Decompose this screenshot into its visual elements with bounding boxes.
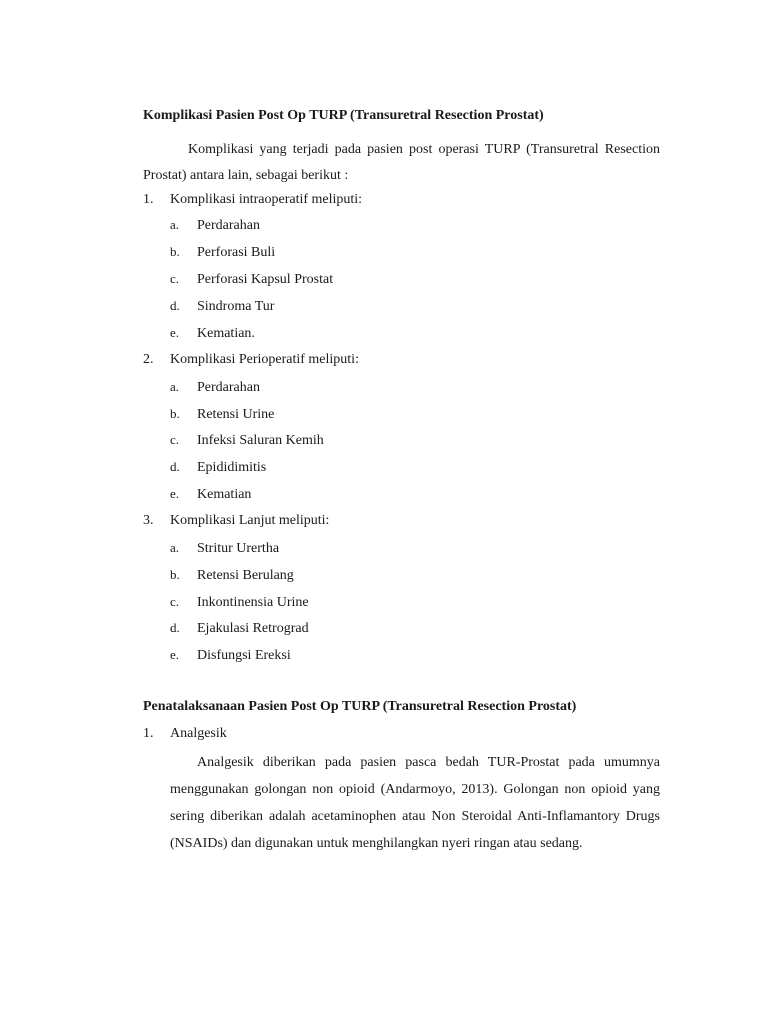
sub-list-letter: a. <box>170 379 180 394</box>
list-item-group-3 <box>143 511 329 531</box>
sub-list-text: Sindroma Tur <box>197 299 275 314</box>
section-1-heading: Komplikasi Pasien Post Op TURP (Transuretral Resection Prostat) <box>143 108 544 123</box>
subsection-analgesik <box>143 724 227 744</box>
sub-list-letter: e. <box>170 486 180 501</box>
sub-list-text: Retensi Berulang <box>197 568 294 583</box>
sub-list-text: Epididimitis <box>197 460 267 475</box>
sub-list-letter: c. <box>170 594 180 609</box>
sub-list-letter: d. <box>170 459 180 474</box>
subsection-number: 1. <box>143 726 154 741</box>
sub-list-item <box>170 538 279 558</box>
sub-list-item <box>170 645 291 665</box>
sub-list-text: Inkontinensia Urine <box>197 595 309 610</box>
sub-list-letter: c. <box>170 432 180 447</box>
sub-list-item <box>170 269 333 289</box>
section-2-heading: Penatalaksanaan Pasien Post Op TURP (Transuretral Resection Prostat) <box>143 699 577 714</box>
sub-list-text: Perdarahan <box>197 380 260 395</box>
sub-list-letter: d. <box>170 298 180 313</box>
sub-list-letter: b. <box>170 406 180 421</box>
sub-list-item <box>170 296 274 316</box>
sub-list-item <box>170 618 309 638</box>
sub-list-letter: c. <box>170 271 180 286</box>
list-number: 1. <box>143 192 154 207</box>
sub-list-text: Kematian. <box>197 326 255 341</box>
list-item-label: Komplikasi Perioperatif meliputi: <box>170 352 359 367</box>
sub-list-letter: b. <box>170 567 180 582</box>
list-number: 3. <box>143 513 154 528</box>
sub-list-text: Stritur Urertha <box>197 541 280 556</box>
section-1-intro-paragraph: Komplikasi yang terjadi pada pasien post operasi TURP (Transuretral Resection Prostat) antara lain, sebagai berikut : <box>143 142 660 183</box>
sub-list-text: Retensi Urine <box>197 407 275 422</box>
sub-list-item <box>170 484 251 504</box>
list-number: 2. <box>143 352 154 367</box>
sub-list-item <box>170 565 294 585</box>
sub-list-letter: e. <box>170 325 180 340</box>
sub-list-item <box>170 430 324 450</box>
sub-list-letter: a. <box>170 217 180 232</box>
sub-list-letter: e. <box>170 647 180 662</box>
sub-list-text: Kematian <box>197 487 252 502</box>
sub-list-item <box>170 404 274 424</box>
sub-list-text: Ejakulasi Retrograd <box>197 621 309 636</box>
sub-list-item <box>170 592 309 612</box>
analgesik-paragraph: Analgesik diberikan pada pasien pasca bedah TUR-Prostat pada umumnya menggunakan golongan non opioid (Andarmoyo, 2013). Golongan non opioid yang sering diberikan adalah acetaminophen atau Non Steroidal Anti-Inflamantory Drugs (NSAIDs) dan digunakan untuk menghilangkan nyeri ringan atau sedang. <box>170 755 660 851</box>
sub-list-text: Perdarahan <box>197 218 260 233</box>
sub-list-text: Perforasi Kapsul Prostat <box>197 272 334 287</box>
subsection-label: Analgesik <box>170 726 227 741</box>
sub-list-text: Infeksi Saluran Kemih <box>197 433 324 448</box>
sub-list-text: Disfungsi Ereksi <box>197 648 291 663</box>
sub-list-letter: d. <box>170 620 180 635</box>
list-item-label: Komplikasi Lanjut meliputi: <box>170 513 330 528</box>
list-item-group-1 <box>143 190 362 210</box>
sub-list-item <box>170 457 266 477</box>
sub-list-letter: a. <box>170 540 180 555</box>
sub-list-item <box>170 215 260 235</box>
list-item-group-2 <box>143 350 359 370</box>
sub-list-letter: b. <box>170 244 180 259</box>
sub-list-item <box>170 377 260 397</box>
sub-list-text: Perforasi Buli <box>197 245 276 260</box>
sub-list-item <box>170 242 275 262</box>
list-item-label: Komplikasi intraoperatif meliputi: <box>170 192 363 207</box>
sub-list-item <box>170 323 255 343</box>
